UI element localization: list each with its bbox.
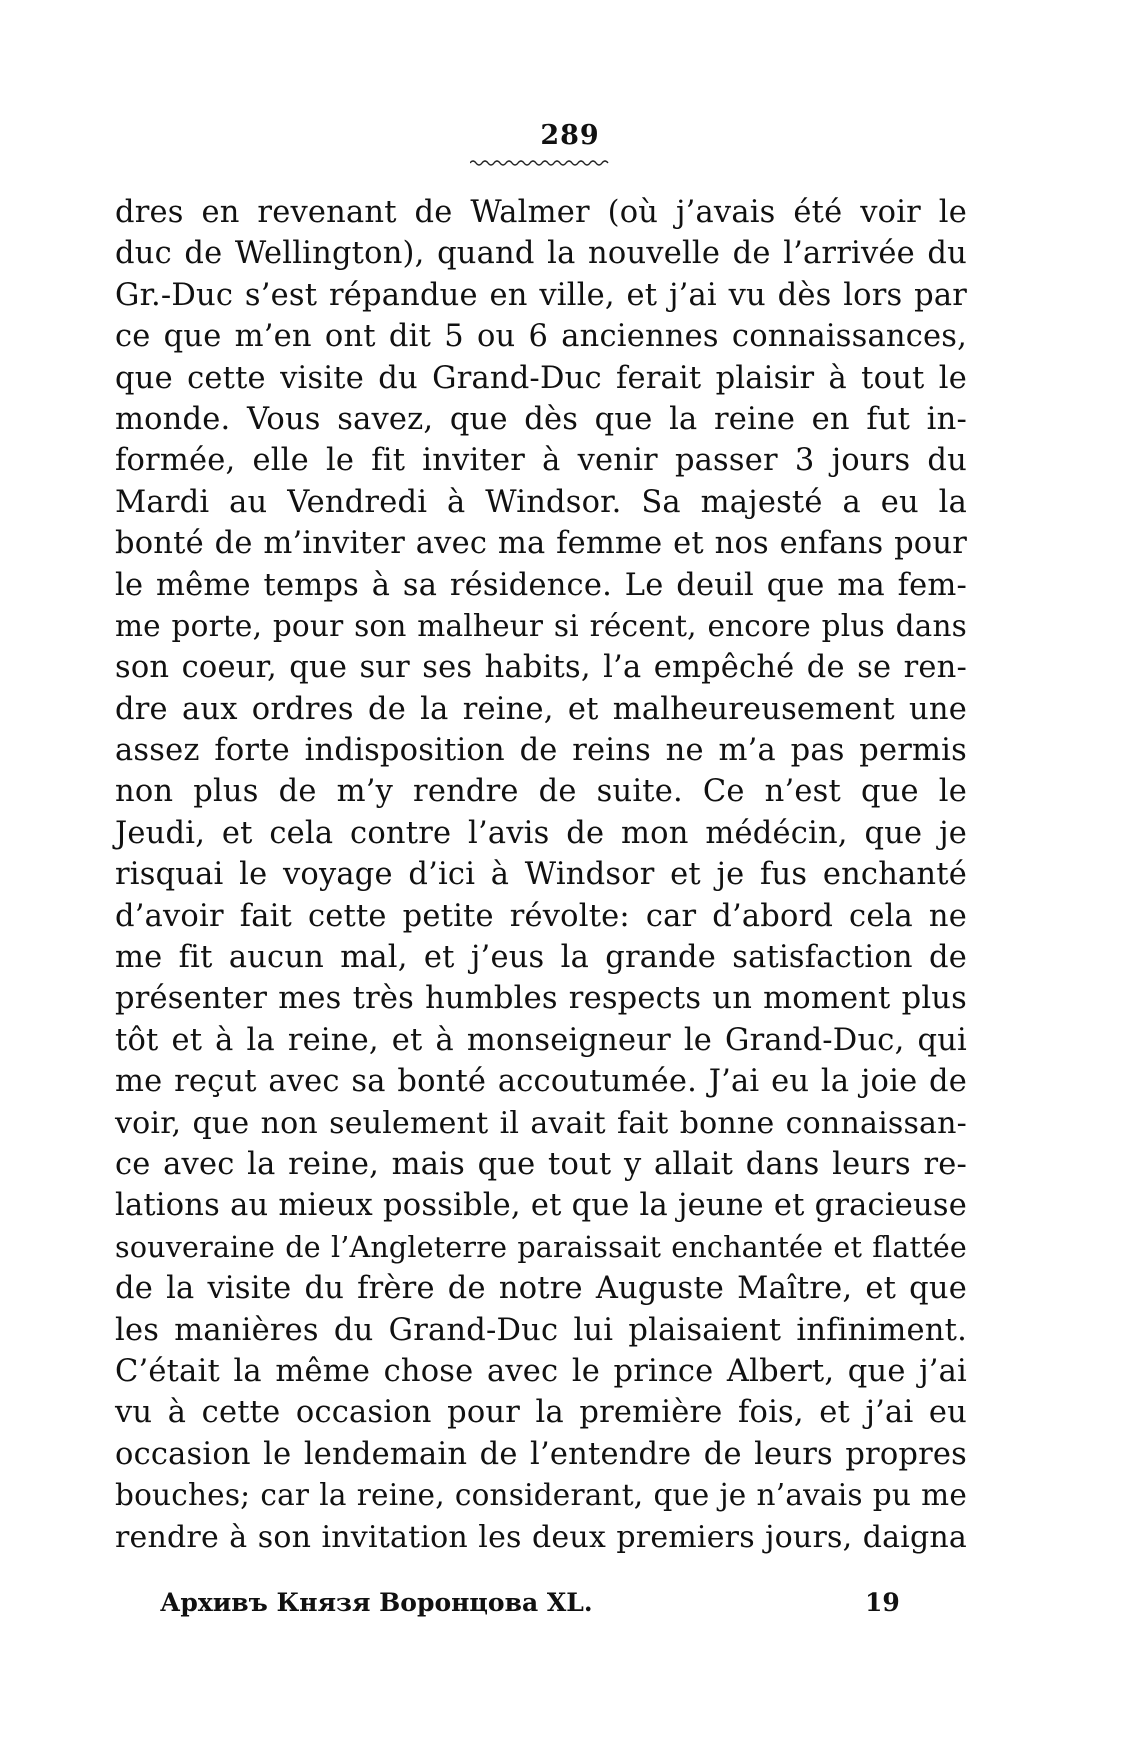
header-ornament [470, 158, 610, 168]
text-line: me fit aucun mal, et j’eus la grande satisfaction de [115, 940, 967, 976]
text-line: souveraine de l’Angleterre paraissait enchantée et flattée [115, 1230, 967, 1264]
text-line: Gr.-Duc s’est répandue en ville, et j’ai vu dès lors par [115, 277, 967, 313]
text-line: dres en revenant de Walmer (où j’avais été voir le [115, 195, 967, 230]
text-line: me reçut avec sa bonté accoutumée. J’ai eu la joie de [115, 1064, 967, 1100]
text-line: occasion le lendemain de l’entendre de leurs propres [115, 1436, 967, 1472]
text-line: formée, elle le fit inviter à venir passer 3 jours du [115, 443, 967, 479]
text-line: Jeudi, et cela contre l’avis de mon médécin, que je [115, 815, 967, 851]
text-line: bonté de m’inviter avec ma femme et nos enfans pour [115, 526, 967, 562]
text-line: d’avoir fait cette petite révolte: car d’abord cela ne [115, 898, 967, 934]
text-line: vu à cette occasion pour la première fois, et j’ai eu [115, 1395, 967, 1431]
text-line: monde. Vous savez, que dès que la reine en fut in- [115, 401, 967, 437]
text-line: lations au mieux possible, et que la jeune et gracieuse [115, 1188, 967, 1224]
text-line: Mardi au Vendredi à Windsor. Sa majesté a eu la [115, 484, 967, 520]
text-line: de la visite du frère de notre Auguste Maître, et que [115, 1271, 967, 1307]
text-line: dre aux ordres de la reine, et malheureusement une [115, 691, 967, 727]
text-line: bouches; car la reine, considerant, que je n’avais pu me [115, 1478, 967, 1513]
text-line: risquai le voyage d’ici à Windsor et je fus enchanté [115, 857, 967, 893]
text-line: tôt et à la reine, et à monseigneur le Grand-Duc, qui [115, 1022, 967, 1058]
text-line: me porte, pour son malheur si récent, encore plus dans [115, 608, 967, 643]
text-line: non plus de m’y rendre de suite. Ce n’est que le [115, 774, 967, 810]
text-line: le même temps à sa résidence. Le deuil que ma fem- [115, 567, 967, 603]
text-line: les manières du Grand-Duc lui plaisaient infiniment. [115, 1312, 967, 1348]
text-line: assez forte indisposition de reins ne m’a pas permis [115, 733, 967, 769]
footer-signature: Архивъ Князя Воронцова XL. [160, 1588, 593, 1617]
text-line: ce avec la reine, mais que tout y allait dans leurs re- [115, 1146, 967, 1182]
text-line: que cette visite du Grand-Duc ferait plaisir à tout le [115, 360, 967, 396]
text-line: voir, que non seulement il avait fait bonne connaissan- [115, 1105, 967, 1141]
text-line: duc de Wellington), quand la nouvelle de l’arrivée du [115, 236, 967, 272]
page-number: 289 [540, 120, 600, 151]
text-line: ce que m’en ont dit 5 ou 6 anciennes connaissances, [115, 319, 967, 355]
page-footer [160, 1588, 960, 1628]
body-text [115, 192, 967, 1558]
footer-sheet-number: 19 [865, 1588, 900, 1617]
text-line: C’était la même chose avec le prince Albert, que j’ai [115, 1353, 967, 1389]
text-line: présenter mes très humbles respects un moment plus [115, 981, 967, 1017]
text-line: rendre à son invitation les deux premiers jours, daigna [115, 1519, 967, 1555]
text-line: son coeur, que sur ses habits, l’a empêché de se ren- [115, 650, 967, 686]
